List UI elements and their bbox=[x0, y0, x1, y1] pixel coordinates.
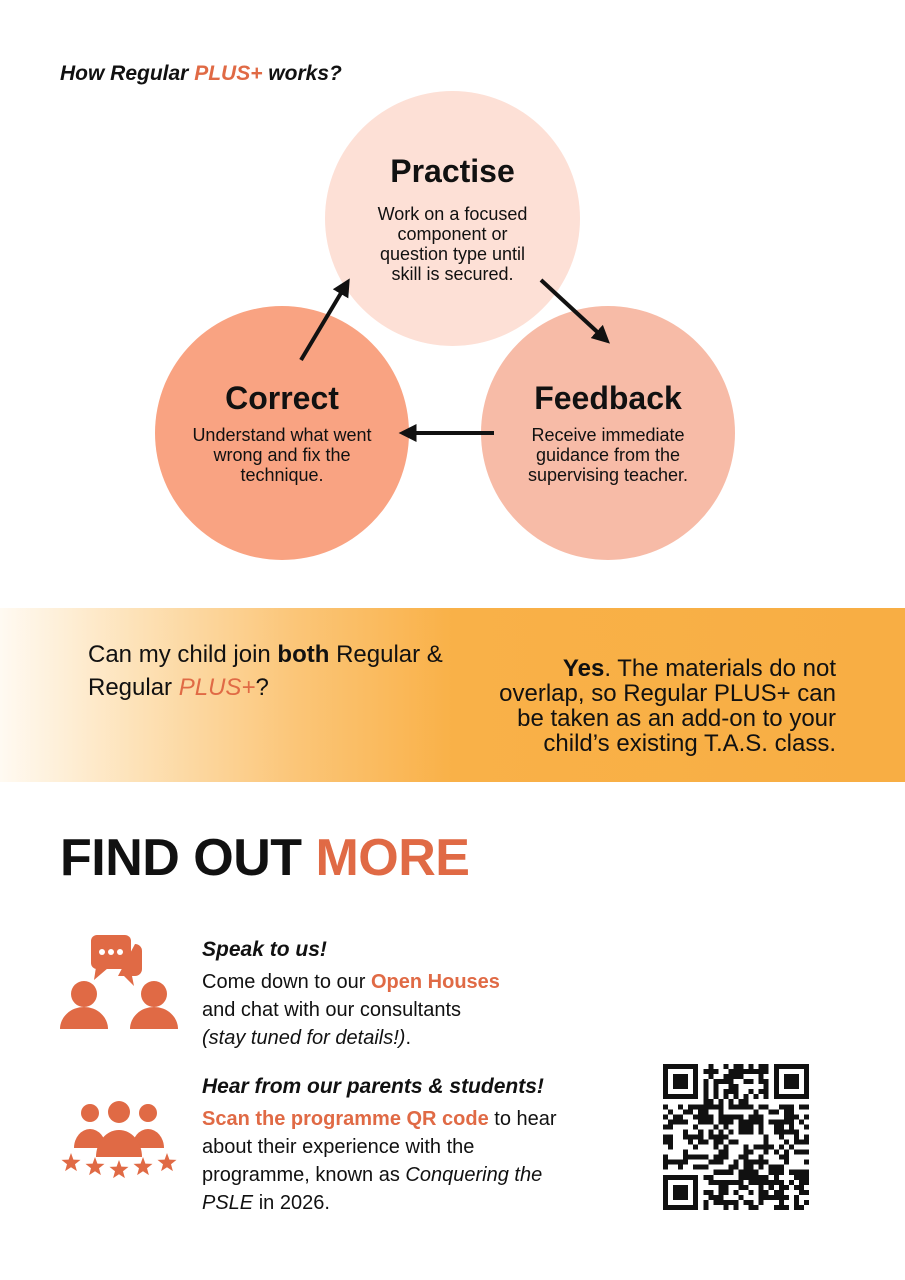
practise-description: Work on a focused component or question type until skill is secured. bbox=[377, 204, 528, 284]
correct-description: Understand what went wrong and fix the technique. bbox=[192, 425, 372, 485]
find-out-more-heading: FIND OUT MORE bbox=[60, 829, 470, 887]
open-houses-highlight: Open Houses bbox=[370, 971, 500, 993]
cycle-arrows bbox=[0, 0, 905, 600]
faq-band bbox=[0, 608, 905, 782]
hear-from-parents-section bbox=[202, 1073, 602, 1217]
faq-question: Can my child join both Regular & Regular PLUS+? bbox=[88, 641, 443, 701]
speak-line-1: Come down to our Open Houses bbox=[202, 971, 500, 993]
arrow-practise-to-feedback bbox=[541, 280, 606, 340]
scan-qr-highlight: Scan the programme QR code bbox=[202, 1108, 489, 1130]
arrow-correct-to-practise bbox=[301, 283, 347, 360]
feedback-title: Feedback bbox=[534, 380, 682, 416]
how-it-works-title: How Regular PLUS+ works? bbox=[60, 62, 342, 85]
parents-reviews-stars-icon bbox=[58, 1100, 180, 1188]
qr-code[interactable] bbox=[663, 1064, 809, 1210]
chat-bubble-people-icon bbox=[58, 932, 180, 1032]
speak-note: (stay tuned for details!). bbox=[202, 1027, 411, 1049]
faq-answer: Yes. The materials do not overlap, so Regular PLUS+ can be taken as an add-on to your child’s existing T.A.S. class. bbox=[499, 655, 836, 757]
speak-to-us-section bbox=[202, 936, 562, 1052]
correct-title: Correct bbox=[225, 380, 339, 416]
feedback-description: Receive immediate guidance from the supervising teacher. bbox=[527, 425, 689, 485]
speak-line-2: and chat with our consultants bbox=[202, 999, 462, 1021]
practise-title: Practise bbox=[390, 153, 515, 189]
hear-body: Scan the programme QR code to hear about their experience with the programme, known as Conquering the PSLE in 2026. bbox=[202, 1108, 557, 1214]
speak-heading: Speak to us! bbox=[202, 938, 327, 961]
hear-heading: Hear from our parents & students! bbox=[202, 1075, 544, 1098]
